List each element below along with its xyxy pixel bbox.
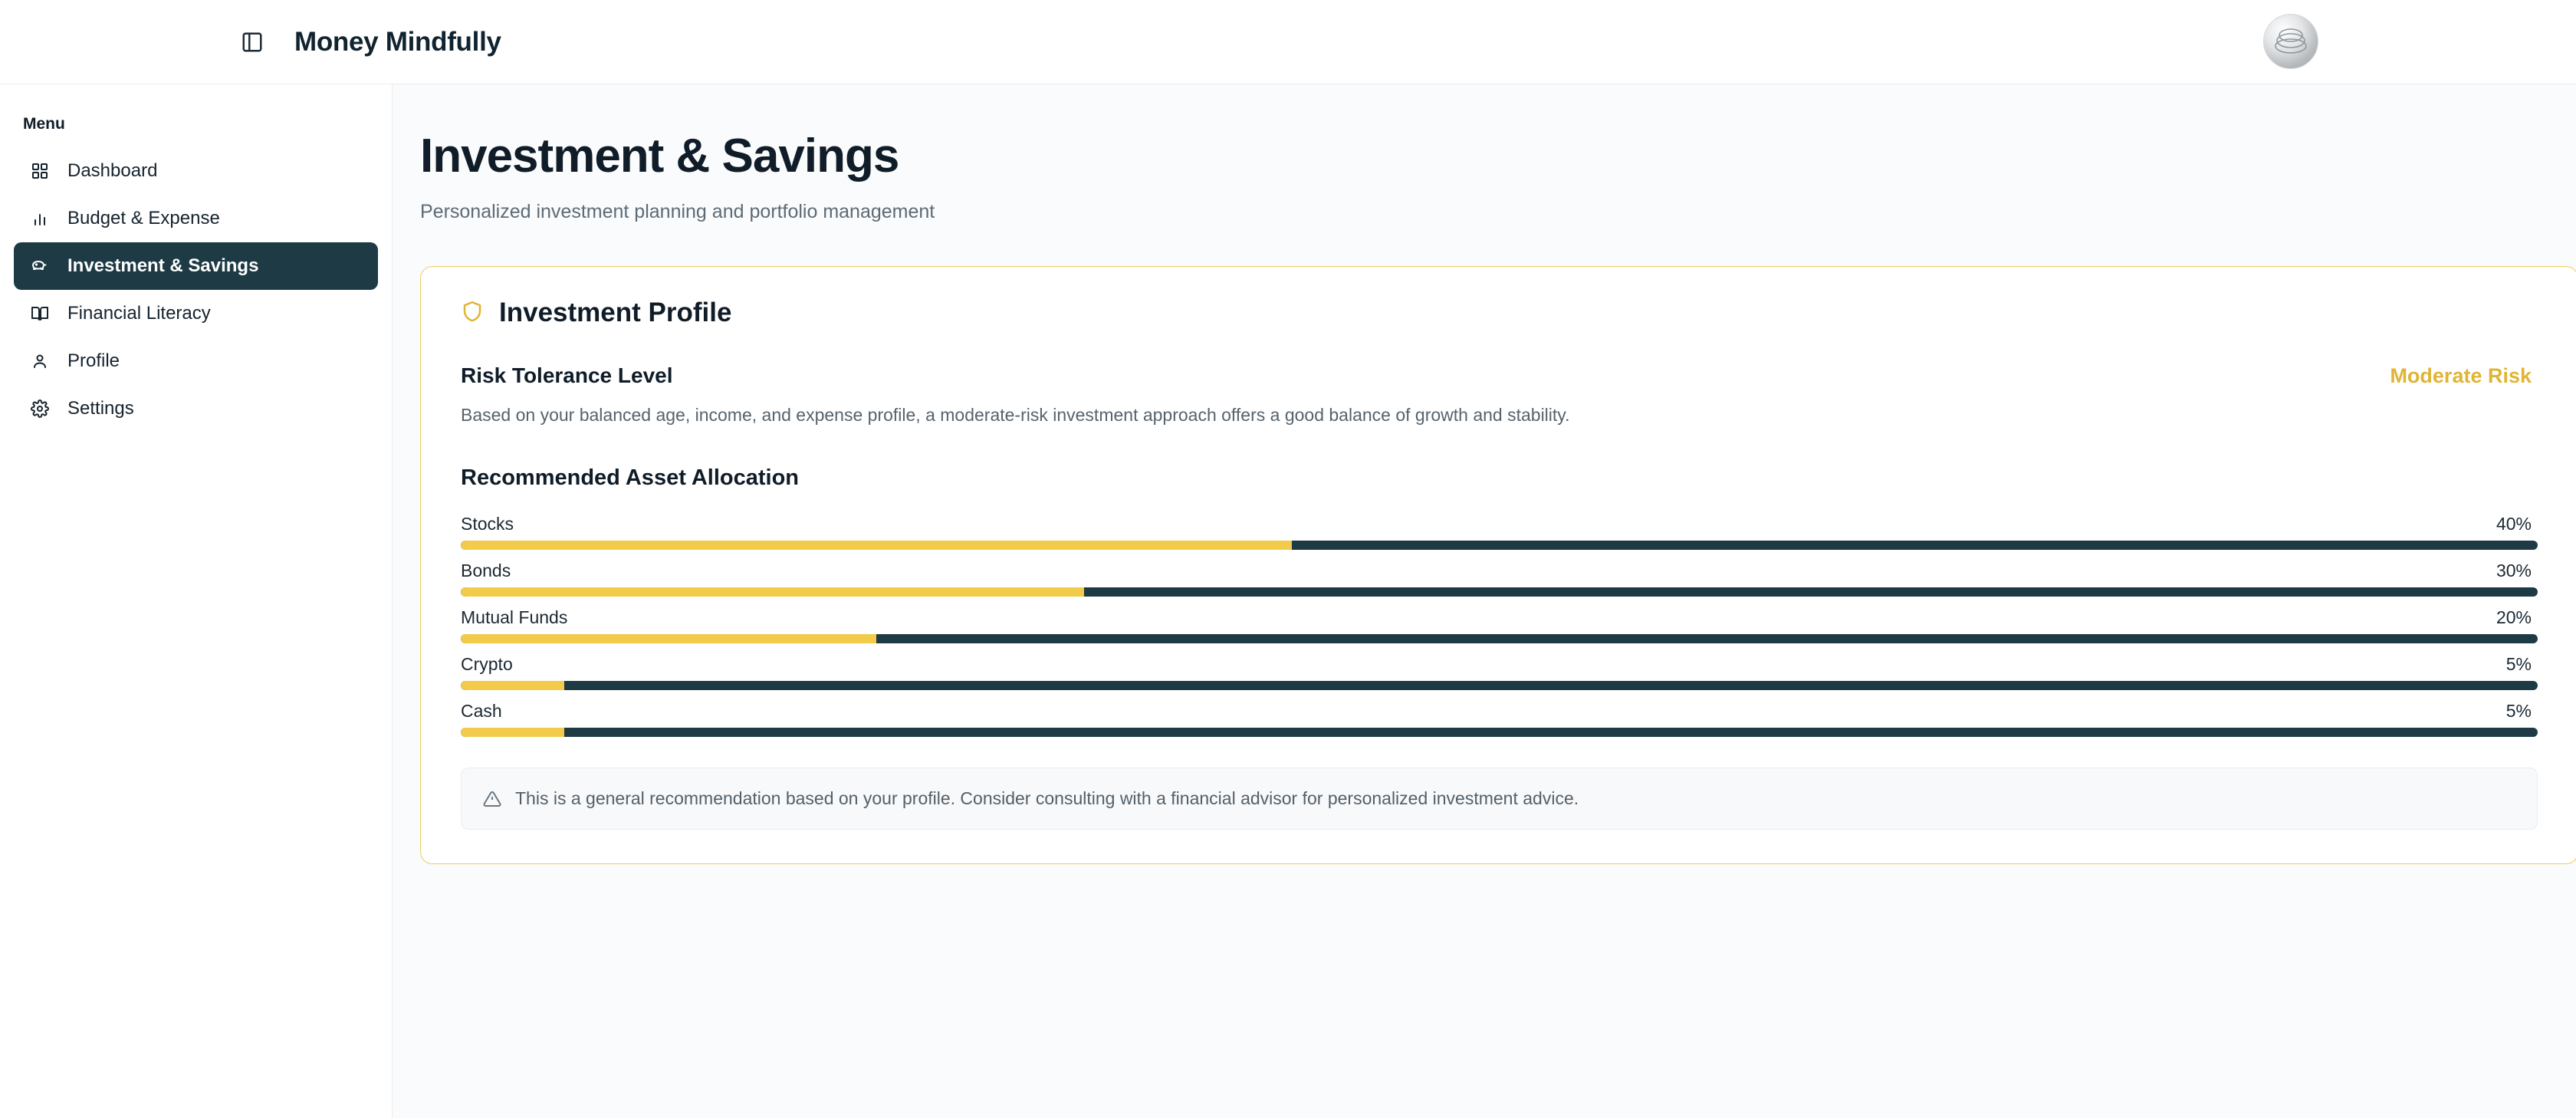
allocation-label: Bonds [461, 561, 511, 581]
allocation-bar-fill [461, 541, 1292, 550]
allocation-bar-track [461, 728, 2538, 737]
allocation-item [461, 514, 2538, 550]
app-title: Money Mindfully [294, 26, 501, 57]
advisory-note [461, 768, 2538, 830]
sidebar-menu-label: Menu [23, 115, 65, 133]
allocation-percent: 40% [2496, 514, 2532, 534]
advisory-note-text: This is a general recommendation based on your profile. Consider consulting with a financial advisor for personalized investment advice. [515, 788, 1579, 809]
top-bar [0, 0, 2576, 84]
allocation-bar-track [461, 634, 2538, 643]
allocation-bar-track [461, 587, 2538, 597]
allocation-percent: 30% [2496, 561, 2532, 581]
user-icon [28, 349, 52, 373]
allocation-bar-fill [461, 728, 564, 737]
allocation-bar-fill [461, 587, 1084, 597]
allocation-item [461, 561, 2538, 597]
allocation-bar-track [461, 541, 2538, 550]
sidebar-item-settings[interactable] [14, 385, 378, 432]
allocation-label: Cash [461, 701, 502, 722]
avatar[interactable] [2263, 14, 2318, 69]
investment-profile-card [420, 266, 2576, 864]
gear-icon [28, 396, 52, 421]
shield-icon [461, 300, 484, 327]
panel-left-icon[interactable] [238, 28, 267, 57]
allocation-label: Crypto [461, 654, 513, 675]
allocation-percent: 5% [2505, 654, 2532, 675]
sidebar-item-investment-savings[interactable] [14, 242, 378, 290]
sidebar [0, 84, 393, 1118]
sidebar-item-dashboard[interactable] [14, 147, 378, 195]
allocation-title: Recommended Asset Allocation [461, 465, 800, 491]
sidebar-item-label: Investment & Savings [67, 255, 259, 276]
book-open-icon [28, 301, 52, 326]
allocation-item [461, 701, 2538, 737]
allocation-label: Stocks [461, 514, 514, 534]
risk-description: Based on your balanced age, income, and expense profile, a moderate-risk investment approach offers a good balance of growth and stability. [461, 405, 1570, 426]
alert-triangle-icon [483, 790, 501, 808]
card-title: Investment Profile [499, 298, 732, 328]
sidebar-item-label: Dashboard [67, 160, 158, 181]
allocation-percent: 20% [2496, 607, 2532, 628]
allocation-bar-track [461, 681, 2538, 690]
sidebar-item-label: Budget & Expense [67, 208, 220, 229]
allocation-label: Mutual Funds [461, 607, 568, 628]
sidebar-item-budget-expense[interactable] [14, 195, 378, 242]
page-body [0, 84, 2576, 1118]
page-subtitle: Personalized investment planning and portfolio management [420, 201, 935, 223]
sidebar-item-label: Financial Literacy [67, 303, 211, 324]
risk-tolerance-label: Risk Tolerance Level [461, 363, 673, 388]
sidebar-item-financial-literacy[interactable] [14, 290, 378, 337]
allocation-list [461, 514, 2538, 737]
sidebar-item-label: Settings [67, 398, 134, 419]
bar-chart-icon [28, 206, 52, 231]
allocation-bar-fill [461, 634, 876, 643]
allocation-bar-fill [461, 681, 564, 690]
piggy-bank-icon [28, 254, 52, 278]
allocation-percent: 5% [2505, 701, 2532, 722]
main-content [393, 84, 2576, 1118]
allocation-item [461, 654, 2538, 690]
allocation-item [461, 607, 2538, 643]
card-header [461, 298, 2538, 328]
page-title: Investment & Savings [420, 130, 899, 182]
risk-tolerance-badge: Moderate Risk [2390, 363, 2532, 387]
grid-icon [28, 159, 52, 183]
sidebar-item-label: Profile [67, 350, 120, 371]
risk-tolerance-row [461, 363, 2538, 388]
sidebar-item-profile[interactable] [14, 337, 378, 385]
